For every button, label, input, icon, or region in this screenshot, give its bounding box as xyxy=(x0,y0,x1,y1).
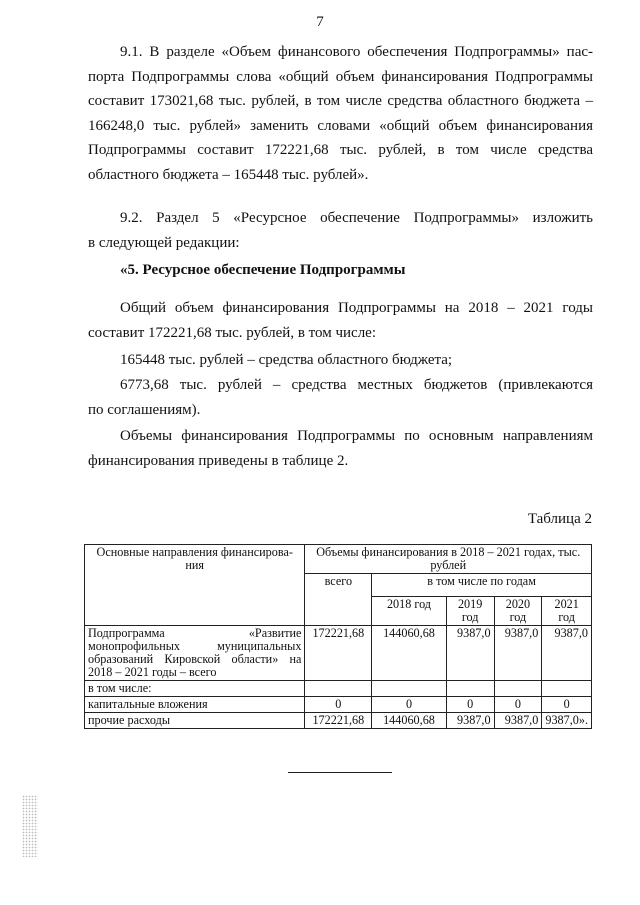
text-line: по соглашениям). xyxy=(88,401,201,418)
cell-total: 172221,68 xyxy=(305,626,372,681)
text-line: 9.1. В разделе «Объем финансового обеспечения Подпрограммы» пас- xyxy=(120,44,593,60)
cell-2020 xyxy=(494,681,542,697)
table-row xyxy=(85,681,592,697)
cell-2021: 9387,0 xyxy=(542,626,592,681)
header-volumes: Объемы финансирования в 2018 – 2021 годах, тыс. рублей xyxy=(305,545,592,574)
cell-2021 xyxy=(542,681,592,697)
section-title: «5. Ресурсное обеспечение Подпрограммы xyxy=(120,262,406,278)
cell-total: 172221,68 xyxy=(305,713,372,729)
header-year: 2020 год xyxy=(494,597,542,626)
cell-2020: 0 xyxy=(494,697,542,713)
text-line: финансирования приведены в таблице 2. xyxy=(88,452,349,469)
cell-2020: 9387,0 xyxy=(494,626,542,681)
paragraph-local-budgets xyxy=(88,373,593,422)
text-line: 9.2. Раздел 5 «Ресурсное обеспечение Подпрограммы» изложить xyxy=(120,210,593,226)
financing-table xyxy=(84,544,592,729)
paragraph-directions xyxy=(88,424,593,473)
closing-divider xyxy=(288,772,392,773)
row-label: Подпрограмма «Развитие монопрофильных муниципальных образований Кировской области» на 2018 – 2021 годы – всего xyxy=(85,626,305,681)
cell-2018: 144060,68 xyxy=(372,626,447,681)
cell-2019: 9387,0 xyxy=(446,713,494,729)
table-row xyxy=(85,626,592,681)
cell-2021: 9387,0». xyxy=(542,713,592,729)
paragraph-regional-budget: 165448 тыс. рублей – средства областного бюджета; xyxy=(120,352,453,368)
cell-2019: 0 xyxy=(446,697,494,713)
text-line: составит 172221,68 тыс. рублей, в том числе: xyxy=(88,324,377,341)
row-label: капитальные вложения xyxy=(85,697,305,713)
table-header-row xyxy=(85,545,592,574)
header-year: 2021 год xyxy=(542,597,592,626)
cell-2020: 9387,0 xyxy=(494,713,542,729)
text-line: составит 173021,68 тыс. рублей, в том числе средства областного бюджета – xyxy=(88,93,593,109)
text-line: 6773,68 тыс. рублей – средства местных бюджетов (привлекаются xyxy=(120,377,593,393)
text-line: Подпрограммы составит 172221,68 тыс. рублей, в том числе средства xyxy=(88,142,593,158)
page-number: 7 xyxy=(316,14,324,30)
table-row xyxy=(85,713,592,729)
cell-total xyxy=(305,681,372,697)
header-total: всего xyxy=(305,574,372,626)
text-line: в следующей редакции: xyxy=(88,234,240,251)
header-year: 2018 год xyxy=(372,597,447,626)
cell-2019 xyxy=(446,681,494,697)
cell-2018 xyxy=(372,681,447,697)
cell-2018: 144060,68 xyxy=(372,713,447,729)
header-by-years: в том числе по годам xyxy=(372,574,592,597)
cell-2021: 0 xyxy=(542,697,592,713)
text-line: областного бюджета – 165448 тыс. рублей». xyxy=(88,166,369,183)
paragraph-9-1 xyxy=(88,40,593,187)
table-row xyxy=(85,697,592,713)
paragraph-9-2 xyxy=(88,206,593,255)
cell-2018: 0 xyxy=(372,697,447,713)
cell-2019: 9387,0 xyxy=(446,626,494,681)
text-line: Общий объем финансирования Подпрограммы на 2018 – 2021 годы xyxy=(120,300,593,316)
row-label: прочие расходы xyxy=(85,713,305,729)
text-line: 166248,0 тыс. рублей» заменить словами «общий объем финансирования xyxy=(88,117,593,134)
text-line: Объемы финансирования Подпрограммы по основным направлениям xyxy=(120,428,593,444)
paragraph-total xyxy=(88,296,593,345)
row-label: в том числе: xyxy=(85,681,305,697)
margin-stamp-mark xyxy=(22,795,38,857)
table-caption: Таблица 2 xyxy=(527,511,592,527)
header-directions: Основные направления финансирова-ния xyxy=(85,545,305,626)
header-year: 2019 год xyxy=(446,597,494,626)
text-line: порта Подпрограммы слова «общий объем финансирования Подпрограммы xyxy=(88,68,593,85)
cell-total: 0 xyxy=(305,697,372,713)
